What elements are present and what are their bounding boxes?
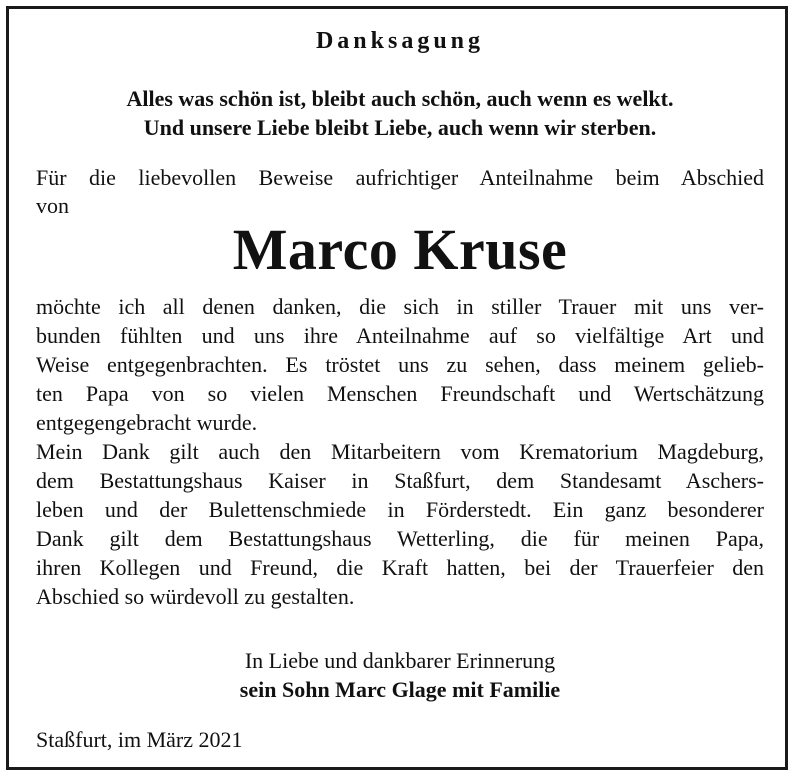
body-line: Dank gilt dem Bestattungshaus Wetterling, die für meinen Papa, <box>36 526 764 551</box>
body-line: ten Papa von so vielen Menschen Freundschaft und Wertschätzung <box>36 381 764 406</box>
notice-heading: Danksagung <box>315 28 485 54</box>
body-line: Weise entgegenbrachten. Es tröstet uns zu sehen, dass meinem gelieb- <box>36 352 764 377</box>
deceased-name: Marco Kruse <box>232 217 568 282</box>
motto-line-1: Alles was schön ist, bleibt auch schön, auch wenn es welkt. <box>126 86 674 111</box>
body-line: ihren Kollegen und Freund, die Kraft hatten, bei der Trauerfeier den <box>36 555 764 580</box>
body-line: möchte ich all denen danken, die sich in stiller Trauer mit uns ver- <box>36 294 764 319</box>
motto <box>36 84 764 142</box>
body-line: bunden fühlten und uns ihre Anteilnahme auf so vielfältige Art und <box>36 323 764 348</box>
closing <box>36 646 764 704</box>
motto-line-2: Und unsere Liebe bleibt Liebe, auch wenn wir sterben. <box>143 115 657 140</box>
signature: sein Sohn Marc Glage mit Familie <box>239 677 561 702</box>
body-line: leben und der Bulettenschmiede in Förderstedt. Ein ganz besonderer <box>36 497 764 522</box>
intro-line-2: von <box>36 193 69 218</box>
place-date: Staßfurt, im März 2021 <box>36 727 243 752</box>
intro-line-1: Für die liebevollen Beweise aufrichtiger Anteilnahme beim Abschied <box>36 165 764 190</box>
closing-greeting: In Liebe und dankbarer Erinnerung <box>244 648 556 673</box>
body-line: dem Bestattungshaus Kaiser in Staßfurt, dem Standesamt Aschers- <box>36 468 764 493</box>
body-line: Abschied so würdevoll zu gestalten. <box>36 584 355 609</box>
body-text <box>36 292 764 611</box>
body-line: entgegengebracht wurde. <box>36 410 258 435</box>
body-line: Mein Dank gilt auch den Mitarbeitern vom Krematorium Magdeburg, <box>36 439 764 464</box>
